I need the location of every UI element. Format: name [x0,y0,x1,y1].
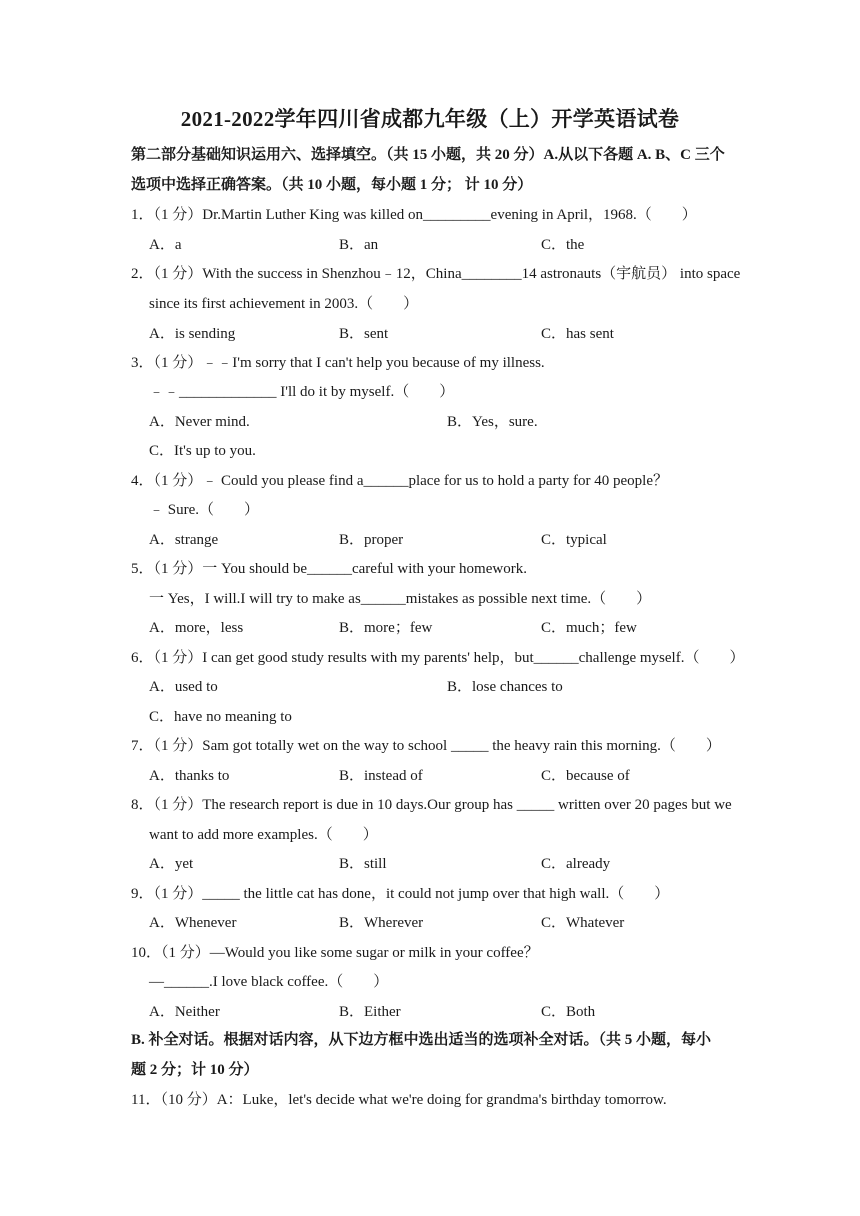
section-b-instructions [131,1026,731,1085]
question-6-option-c[interactable]: C．have no meaning to [149,709,292,725]
question-2-option-a[interactable]: A．is sending [149,326,236,342]
section-a-instructions [131,141,731,200]
question-4-option-b[interactable]: B．proper [339,532,404,548]
question-2-option-c[interactable]: C．has sent [541,326,614,342]
question-4-option-c[interactable]: C．typical [541,532,607,548]
exam-title: 2021-2022学年四川省成都九年级（上）开学英语试卷 [180,107,680,131]
question-1-option-b[interactable]: B．an [339,237,379,253]
question-2-stem-continued: since its first achievement in 2003.（ ） [149,296,419,312]
question-5-option-b[interactable]: B．more；few [339,620,433,636]
question-7-option-a[interactable]: A．thanks to [149,768,230,784]
section-a-line-2: 选项中选择正确答案。（共 10 小题，每小题 1 分； 计 10 分） [131,176,533,193]
question-9-option-c[interactable]: C．Whatever [541,915,625,931]
question-1-stem: 1．（1 分）Dr.Martin Luther King was killed on_________evening in April，1968.（ ） [131,207,697,223]
question-7-stem: 7．（1 分）Sam got totally wet on the way to school _____ the heavy rain this morning.（ ） [131,738,721,754]
question-4-stem-continued: ﹣ Sure.（ ） [149,502,259,518]
question-1-option-c[interactable]: C．the [541,237,585,253]
question-8-stem-continued: want to add more examples.（ ） [149,827,378,843]
section-b-line-1: B. 补全对话。根据对话内容，从下边方框中选出适当的选项补全对话。（共 5 小题，每小 [131,1032,712,1048]
question-9-option-a[interactable]: A．Whenever [149,915,237,931]
question-3-stem-continued: ﹣﹣_____________ I'll do it by myself.（ ） [149,384,455,400]
question-6-option-a[interactable]: A．used to [149,679,218,695]
question-2-stem: 2．（1 分）With the success in Shenzhou﹣12，China________14 astronauts（宇航员） into space [131,266,741,282]
question-2-option-b[interactable]: B．sent [339,326,389,342]
question-7-option-c[interactable]: C．because of [541,768,630,784]
question-7-option-b[interactable]: B．instead of [339,768,423,784]
question-8-option-a[interactable]: A．yet [149,856,194,872]
question-6-stem: 6．（1 分）I can get good study results with my parents' help，but______challenge myself.（ ） [131,650,745,666]
section-b-line-2: 题 2 分；计 10 分） [131,1061,259,1078]
section-a-line-1: 第二部分基础知识运用六、选择填空。（共 15 小题，共 20 分）A.从以下各题 A. B、C 三个 [131,147,725,163]
question-3-option-b[interactable]: B．Yes，sure. [447,414,538,430]
question-8-option-b[interactable]: B．still [339,856,387,872]
question-8-stem: 8．（1 分）The research report is due in 10 days.Our group has _____ written over 20 pages but we [131,797,732,813]
question-8-option-c[interactable]: C．already [541,856,611,872]
question-5-stem: 5．（1 分）一 You should be______careful with your homework. [131,561,527,577]
question-10-stem-continued: —______.I love black coffee.（ ） [149,974,389,990]
question-10-option-b[interactable]: B．Either [339,1004,401,1020]
question-5-option-a[interactable]: A．more，less [149,620,244,636]
question-3-option-a[interactable]: A．Never mind. [149,414,250,430]
question-4-stem: 4．（1 分）﹣ Could you please find a______place for us to hold a party for 40 people？ [131,473,668,489]
question-3-option-c[interactable]: C．It's up to you. [149,443,256,459]
question-10-stem: 10．（1 分）—Would you like some sugar or milk in your coffee？ [131,945,539,961]
question-11-stem: 11．（10 分）A：Luke，let's decide what we're doing for grandma's birthday tomorrow. [131,1092,667,1108]
question-3-stem: 3．（1 分）﹣﹣I'm sorry that I can't help you because of my illness. [131,355,545,371]
question-10-option-a[interactable]: A．Neither [149,1004,220,1020]
question-10-option-c[interactable]: C．Both [541,1004,596,1020]
question-9-stem: 9．（1 分）_____ the little cat has done，it could not jump over that high wall.（ ） [131,886,670,902]
question-6-option-b[interactable]: B．lose chances to [447,679,563,695]
question-1-option-a[interactable]: A．a [149,237,182,253]
question-4-option-a[interactable]: A．strange [149,532,219,548]
question-5-option-c[interactable]: C．much；few [541,620,637,636]
question-9-option-b[interactable]: B．Wherever [339,915,424,931]
question-5-stem-continued: 一 Yes，I will.I will try to make as______mistakes as possible next time.（ ） [149,591,652,607]
